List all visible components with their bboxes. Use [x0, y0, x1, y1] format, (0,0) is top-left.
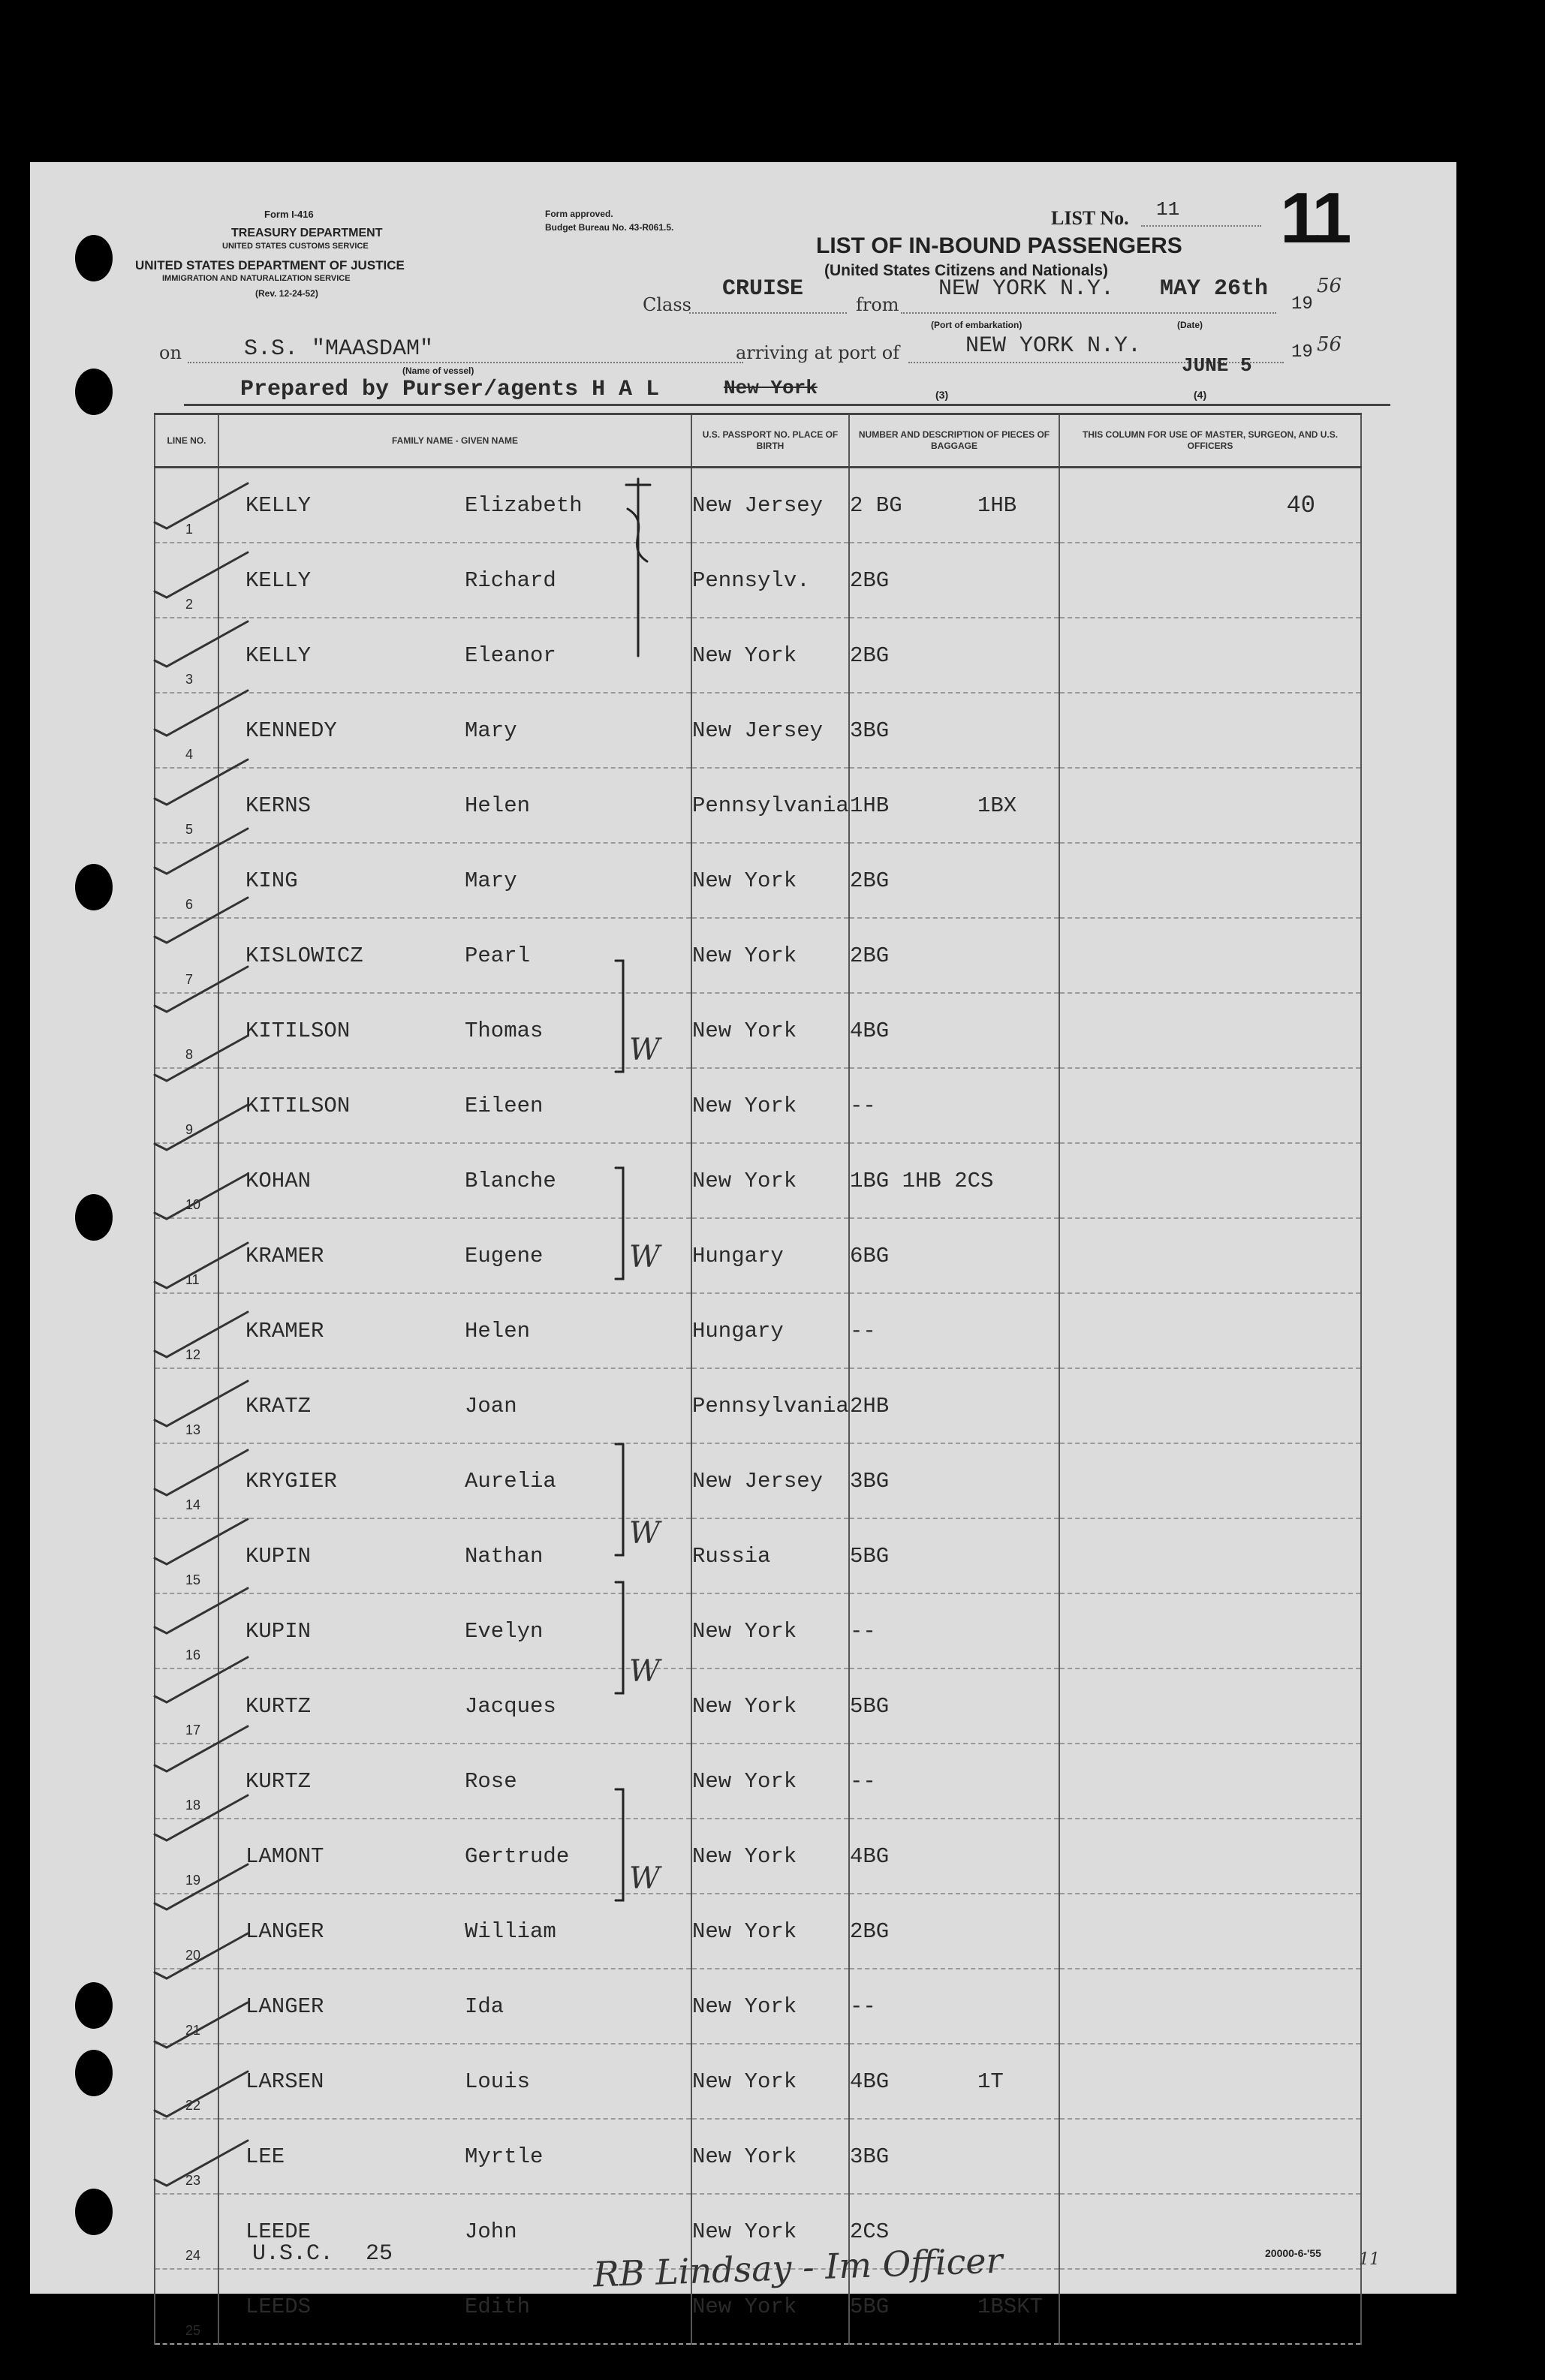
- document-subtitle: (United States Citizens and Nationals): [824, 262, 1109, 279]
- baggage-primary: 2BG: [850, 642, 890, 668]
- officer-note: [1059, 1894, 1361, 1969]
- class-line: [689, 312, 847, 314]
- baggage-primary: 3BG: [850, 1468, 890, 1494]
- baggage-primary: 2BG: [850, 943, 890, 968]
- given-name: Eleanor: [465, 642, 556, 668]
- page-mark: 11: [1359, 2250, 1380, 2269]
- place-of-birth: New Jersey: [691, 1443, 849, 1518]
- baggage-primary: 4BG: [850, 1843, 890, 1869]
- list-no-label: LIST No.: [1051, 207, 1129, 229]
- vessel-name: S.S. "MAASDAM": [244, 336, 434, 362]
- departure-date: MAY 26th: [1160, 276, 1269, 302]
- officer-note: [1059, 918, 1361, 993]
- form-approved: Form approved.: [545, 209, 613, 219]
- baggage-primary: 4BG: [850, 1018, 890, 1043]
- baggage-primary: 2BG: [850, 567, 890, 593]
- family-bracket-label: W: [629, 1654, 661, 1689]
- baggage-primary: 2BG: [850, 868, 890, 893]
- family-bracket-label: W: [629, 1033, 661, 1067]
- passenger-name: [218, 618, 691, 693]
- place-of-birth: Pennsylvania: [691, 1368, 849, 1443]
- line-number: 22: [155, 2044, 218, 2119]
- passenger-name: [218, 1443, 691, 1518]
- table-row: [155, 1668, 1361, 1744]
- table-row: [155, 693, 1361, 768]
- family-name: KUPIN: [245, 1543, 312, 1569]
- passenger-name: [218, 843, 691, 918]
- given-name: Helen: [465, 793, 531, 818]
- officer-note: [1059, 1744, 1361, 1819]
- family-name: LARSEN: [245, 2069, 324, 2094]
- family-name: KISLOWICZ: [245, 943, 363, 968]
- arrival-date: JUNE 5: [1182, 354, 1252, 377]
- arrival-port: NEW YORK N.Y.: [965, 333, 1142, 359]
- passenger-name: [218, 993, 691, 1068]
- table-row: [155, 768, 1361, 843]
- baggage-primary: 2BG: [850, 1918, 890, 1944]
- line-number: 8: [155, 993, 218, 1068]
- binder-hole: [75, 864, 113, 910]
- given-name: Gertrude: [465, 1843, 570, 1869]
- officer-note: [1059, 618, 1361, 693]
- baggage-primary: --: [850, 1993, 876, 2019]
- officer-note: [1059, 1593, 1361, 1668]
- line-number: 10: [155, 1143, 218, 1218]
- officer-signature: RB Lindsay - Im Officer: [592, 2240, 1004, 2295]
- place-of-birth: New York: [691, 2044, 849, 2119]
- officer-note: [1059, 1518, 1361, 1593]
- place-of-birth: Hungary: [691, 1293, 849, 1368]
- table-row: [155, 1969, 1361, 2044]
- line-number: 19: [155, 1819, 218, 1894]
- place-of-birth: Hungary: [691, 1218, 849, 1293]
- baggage-secondary: 1BSKT: [977, 2294, 1044, 2319]
- line-number: 11: [155, 1218, 218, 1293]
- officer-note: [1059, 1068, 1361, 1143]
- family-name: KURTZ: [245, 1768, 312, 1794]
- place-of-birth: New York: [691, 843, 849, 918]
- baggage: [849, 1668, 1059, 1744]
- given-name: Mary: [465, 718, 517, 743]
- table-row: [155, 1819, 1361, 1894]
- officer-note: [1059, 1143, 1361, 1218]
- port-embarkation-caption: (Port of embarkation): [931, 320, 1022, 330]
- place-of-birth: New Jersey: [691, 693, 849, 768]
- family-name: KELLY: [245, 492, 312, 518]
- line-number: 5: [155, 768, 218, 843]
- baggage-primary: --: [850, 1318, 876, 1343]
- baggage-primary: 2 BG: [850, 492, 902, 518]
- place-of-birth: New York: [691, 1143, 849, 1218]
- officer-note: [1059, 1668, 1361, 1744]
- line-number: 12: [155, 1293, 218, 1368]
- baggage-primary: 1HB: [850, 793, 890, 818]
- baggage-primary: --: [850, 1768, 876, 1794]
- passenger-name: [218, 1593, 691, 1668]
- passenger-rows: [155, 468, 1361, 2345]
- line-number: 9: [155, 1068, 218, 1143]
- caption-3: (3): [935, 389, 949, 401]
- baggage: [849, 1293, 1059, 1368]
- prepared-by: Prepared by Purser/agents H A L: [240, 377, 660, 402]
- header-rule: [184, 404, 1390, 406]
- table-row: [155, 1593, 1361, 1668]
- given-name: Mary: [465, 868, 517, 893]
- from-line: [901, 312, 1276, 314]
- baggage: [849, 543, 1059, 618]
- family-name: LANGER: [245, 1993, 324, 2019]
- given-name: Joan: [465, 1393, 517, 1419]
- family-name: KITILSON: [245, 1018, 351, 1043]
- line-number: 3: [155, 618, 218, 693]
- officer-note: [1059, 1368, 1361, 1443]
- officer-note: [1059, 1293, 1361, 1368]
- baggage-primary: 3BG: [850, 718, 890, 743]
- dept-justice: UNITED STATES DEPARTMENT OF JUSTICE: [135, 258, 405, 272]
- family-name: KENNEDY: [245, 718, 337, 743]
- passenger-count: 25: [366, 2241, 393, 2267]
- passenger-name: [218, 1668, 691, 1744]
- passenger-name: [218, 1819, 691, 1894]
- form-revision: (Rev. 12-24-52): [255, 288, 318, 299]
- passenger-name: [218, 1894, 691, 1969]
- place-of-birth: New York: [691, 1068, 849, 1143]
- passenger-name: [218, 468, 691, 543]
- line-number: 21: [155, 1969, 218, 2044]
- baggage: [849, 2044, 1059, 2119]
- family-name: KOHAN: [245, 1168, 312, 1193]
- passenger-name: [218, 1969, 691, 2044]
- passenger-name: [218, 1143, 691, 1218]
- given-name: Helen: [465, 1318, 531, 1343]
- place-of-birth: New York: [691, 1969, 849, 2044]
- baggage-primary: 1BG 1HB 2CS: [850, 1168, 994, 1193]
- baggage-secondary: 1BX: [977, 793, 1017, 818]
- passenger-name: [218, 543, 691, 618]
- on-label: on: [159, 342, 182, 363]
- given-name: Richard: [465, 567, 556, 593]
- baggage: [849, 843, 1059, 918]
- col-officers: THIS COLUMN FOR USE OF MASTER, SURGEON, AND U.S. OFFICERS: [1059, 414, 1361, 468]
- officer-note: [1059, 843, 1361, 918]
- table-row: [155, 2044, 1361, 2119]
- baggage-primary: --: [850, 1093, 876, 1118]
- binder-hole: [75, 369, 113, 415]
- place-of-birth: New York: [691, 993, 849, 1068]
- from-port: NEW YORK N.Y.: [938, 276, 1115, 302]
- place-of-birth: New York: [691, 2269, 849, 2344]
- col-line-no: LINE NO.: [155, 414, 218, 468]
- from-label: from: [856, 294, 899, 315]
- print-code: 20000-6-'55: [1265, 2247, 1321, 2259]
- place-of-birth: New York: [691, 1593, 849, 1668]
- baggage-primary: 2HB: [850, 1393, 890, 1419]
- family-name: KELLY: [245, 567, 312, 593]
- baggage: [849, 1518, 1059, 1593]
- list-no-stamp: 11: [1280, 178, 1348, 258]
- baggage: [849, 768, 1059, 843]
- officer-note: [1059, 1218, 1361, 1293]
- officer-note: [1059, 693, 1361, 768]
- baggage: [849, 1368, 1059, 1443]
- family-name: KRAMER: [245, 1243, 324, 1268]
- passenger-table: [154, 413, 1362, 2345]
- list-no-line: [1141, 225, 1261, 227]
- baggage: [849, 1068, 1059, 1143]
- passenger-name: [218, 768, 691, 843]
- given-name: Evelyn: [465, 1618, 544, 1644]
- baggage-secondary: 1T: [977, 2069, 1004, 2094]
- table-row: [155, 468, 1361, 543]
- place-of-birth: New York: [691, 918, 849, 993]
- list-no-value: 11: [1156, 198, 1180, 221]
- officer-note: [1059, 1969, 1361, 2044]
- passenger-name: [218, 1744, 691, 1819]
- date-caption: (Date): [1177, 320, 1203, 330]
- given-name: Myrtle: [465, 2144, 544, 2169]
- baggage: [849, 1819, 1059, 1894]
- place-of-birth: Pennsylv.: [691, 543, 849, 618]
- passenger-name: [218, 1068, 691, 1143]
- table-row: [155, 1368, 1361, 1443]
- table-header: [155, 414, 1361, 468]
- baggage-primary: 3BG: [850, 2144, 890, 2169]
- place-of-birth: New York: [691, 1819, 849, 1894]
- family-name: KELLY: [245, 642, 312, 668]
- line-number: 24: [155, 2194, 218, 2269]
- family-name: KRATZ: [245, 1393, 312, 1419]
- place-of-birth: New York: [691, 1668, 849, 1744]
- table-row: [155, 1068, 1361, 1143]
- place-of-birth: New York: [691, 1744, 849, 1819]
- table-row: [155, 1218, 1361, 1293]
- class-label: Class: [643, 294, 691, 315]
- given-name: Edith: [465, 2294, 531, 2319]
- baggage-primary: 2CS: [850, 2219, 890, 2244]
- baggage: [849, 1218, 1059, 1293]
- place-of-birth: New York: [691, 618, 849, 693]
- dept-treasury-sub: UNITED STATES CUSTOMS SERVICE: [222, 242, 369, 251]
- family-bracket-label: W: [629, 1861, 661, 1896]
- budget-bureau: Budget Bureau No. 43-R061.5.: [545, 222, 674, 233]
- binder-hole: [75, 1194, 113, 1241]
- prepared-struck-text: New York: [724, 377, 818, 399]
- family-name: KRAMER: [245, 1318, 324, 1343]
- table-row: [155, 2119, 1361, 2194]
- baggage-primary: --: [850, 1618, 876, 1644]
- binder-hole: [75, 2050, 113, 2096]
- given-name: Elizabeth: [465, 492, 583, 518]
- officer-note: [1059, 2044, 1361, 2119]
- class-value: CRUISE: [722, 276, 804, 302]
- vessel-caption: (Name of vessel): [402, 366, 474, 376]
- given-name: John: [465, 2219, 517, 2244]
- table-row: [155, 1143, 1361, 1218]
- baggage: [849, 1143, 1059, 1218]
- given-name: Pearl: [465, 943, 531, 968]
- binder-hole: [75, 2189, 113, 2235]
- place-of-birth: Pennsylvania: [691, 768, 849, 843]
- given-name: Ida: [465, 1993, 504, 2019]
- form-number: Form I-416: [264, 209, 314, 220]
- dept-treasury: TREASURY DEPARTMENT: [231, 227, 383, 239]
- baggage: [849, 1969, 1059, 2044]
- caption-4: (4): [1194, 389, 1207, 401]
- family-name: LAMONT: [245, 1843, 324, 1869]
- baggage-secondary: 1HB: [977, 492, 1017, 518]
- baggage: [849, 918, 1059, 993]
- line-number: 1: [155, 468, 218, 543]
- line-number: 23: [155, 2119, 218, 2194]
- baggage-primary: 6BG: [850, 1243, 890, 1268]
- given-name: Eileen: [465, 1093, 544, 1118]
- table-row: [155, 1293, 1361, 1368]
- passenger-name: [218, 1368, 691, 1443]
- officer-note: [1059, 543, 1361, 618]
- baggage: [849, 693, 1059, 768]
- baggage: [849, 2119, 1059, 2194]
- baggage: [849, 1744, 1059, 1819]
- table-row: [155, 1443, 1361, 1518]
- table-row: [155, 993, 1361, 1068]
- line-number: 13: [155, 1368, 218, 1443]
- baggage: [849, 1443, 1059, 1518]
- binder-hole: [75, 235, 113, 281]
- given-name: William: [465, 1918, 556, 1944]
- table-row: [155, 1894, 1361, 1969]
- binder-hole: [75, 1982, 113, 2029]
- usc-label: U.S.C.: [252, 2241, 334, 2267]
- passenger-name: [218, 918, 691, 993]
- given-name: Nathan: [465, 1543, 544, 1569]
- given-name: Rose: [465, 1768, 517, 1794]
- given-name: Louis: [465, 2069, 531, 2094]
- line-number: 16: [155, 1593, 218, 1668]
- officer-note: [1059, 1819, 1361, 1894]
- given-name: Aurelia: [465, 1468, 556, 1494]
- baggage-primary: 5BG: [850, 2294, 890, 2319]
- baggage-primary: 4BG: [850, 2069, 890, 2094]
- arriving-label: arriving at port of: [736, 342, 900, 363]
- officer-note: [1059, 2269, 1361, 2344]
- place-of-birth: Russia: [691, 1518, 849, 1593]
- family-bracket-label: W: [629, 1516, 661, 1551]
- passenger-name: [218, 1293, 691, 1368]
- line-number: 7: [155, 918, 218, 993]
- family-bracket-label: W: [629, 1240, 661, 1274]
- line-number: 25: [155, 2269, 218, 2344]
- given-name: Jacques: [465, 1693, 556, 1719]
- document-title: LIST OF IN-BOUND PASSENGERS: [816, 233, 1182, 258]
- line-number: 4: [155, 693, 218, 768]
- table-row: [155, 1744, 1361, 1819]
- family-name: LANGER: [245, 1918, 324, 1944]
- dept-justice-sub: IMMIGRATION AND NATURALIZATION SERVICE: [162, 274, 351, 283]
- baggage: [849, 468, 1059, 543]
- officer-note: [1059, 768, 1361, 843]
- line-number: 20: [155, 1894, 218, 1969]
- col-passport: U.S. PASSPORT NO. PLACE OF BIRTH: [691, 414, 849, 468]
- family-name: LEEDS: [245, 2294, 312, 2319]
- vessel-line: [188, 362, 743, 363]
- family-name: KUPIN: [245, 1618, 312, 1644]
- col-name: FAMILY NAME - GIVEN NAME: [218, 414, 691, 468]
- line-number: 2: [155, 543, 218, 618]
- family-name: KITILSON: [245, 1093, 351, 1118]
- departure-year: 56: [1317, 275, 1342, 297]
- passenger-name: [218, 2119, 691, 2194]
- family-name: KERNS: [245, 793, 312, 818]
- line-number: 14: [155, 1443, 218, 1518]
- family-name: LEE: [245, 2144, 285, 2169]
- table-row: [155, 1518, 1361, 1593]
- line-number: 17: [155, 1668, 218, 1744]
- passenger-name: [218, 2044, 691, 2119]
- line-number: 15: [155, 1518, 218, 1593]
- line-number: 6: [155, 843, 218, 918]
- given-name: Eugene: [465, 1243, 544, 1268]
- officer-note: [1059, 2119, 1361, 2194]
- officer-note: [1059, 1443, 1361, 1518]
- officer-note: 40: [1059, 468, 1361, 543]
- table-row: [155, 843, 1361, 918]
- departure-year-prefix: 19: [1291, 294, 1313, 314]
- officer-note: [1059, 993, 1361, 1068]
- arrival-year: 56: [1317, 333, 1342, 356]
- table-row: [155, 618, 1361, 693]
- table-row: [155, 543, 1361, 618]
- given-name: Thomas: [465, 1018, 544, 1043]
- baggage-primary: 5BG: [850, 1693, 890, 1719]
- baggage: [849, 993, 1059, 1068]
- col-baggage: NUMBER AND DESCRIPTION OF PIECES OF BAGGAGE: [849, 414, 1059, 468]
- family-name: LEEDE: [245, 2219, 312, 2244]
- place-of-birth: New Jersey: [691, 468, 849, 543]
- place-of-birth: New York: [691, 2119, 849, 2194]
- baggage: [849, 618, 1059, 693]
- table-row: [155, 918, 1361, 993]
- family-name: KURTZ: [245, 1693, 312, 1719]
- baggage: [849, 1894, 1059, 1969]
- place-of-birth: New York: [691, 2194, 849, 2269]
- line-number: 18: [155, 1744, 218, 1819]
- passenger-name: [218, 1518, 691, 1593]
- baggage-primary: 5BG: [850, 1543, 890, 1569]
- passenger-name: [218, 693, 691, 768]
- family-name: KRYGIER: [245, 1468, 337, 1494]
- baggage: [849, 1593, 1059, 1668]
- family-name: KING: [245, 868, 298, 893]
- given-name: Blanche: [465, 1168, 556, 1193]
- place-of-birth: New York: [691, 1894, 849, 1969]
- arrival-year-prefix: 19: [1291, 342, 1313, 363]
- passenger-name: [218, 1218, 691, 1293]
